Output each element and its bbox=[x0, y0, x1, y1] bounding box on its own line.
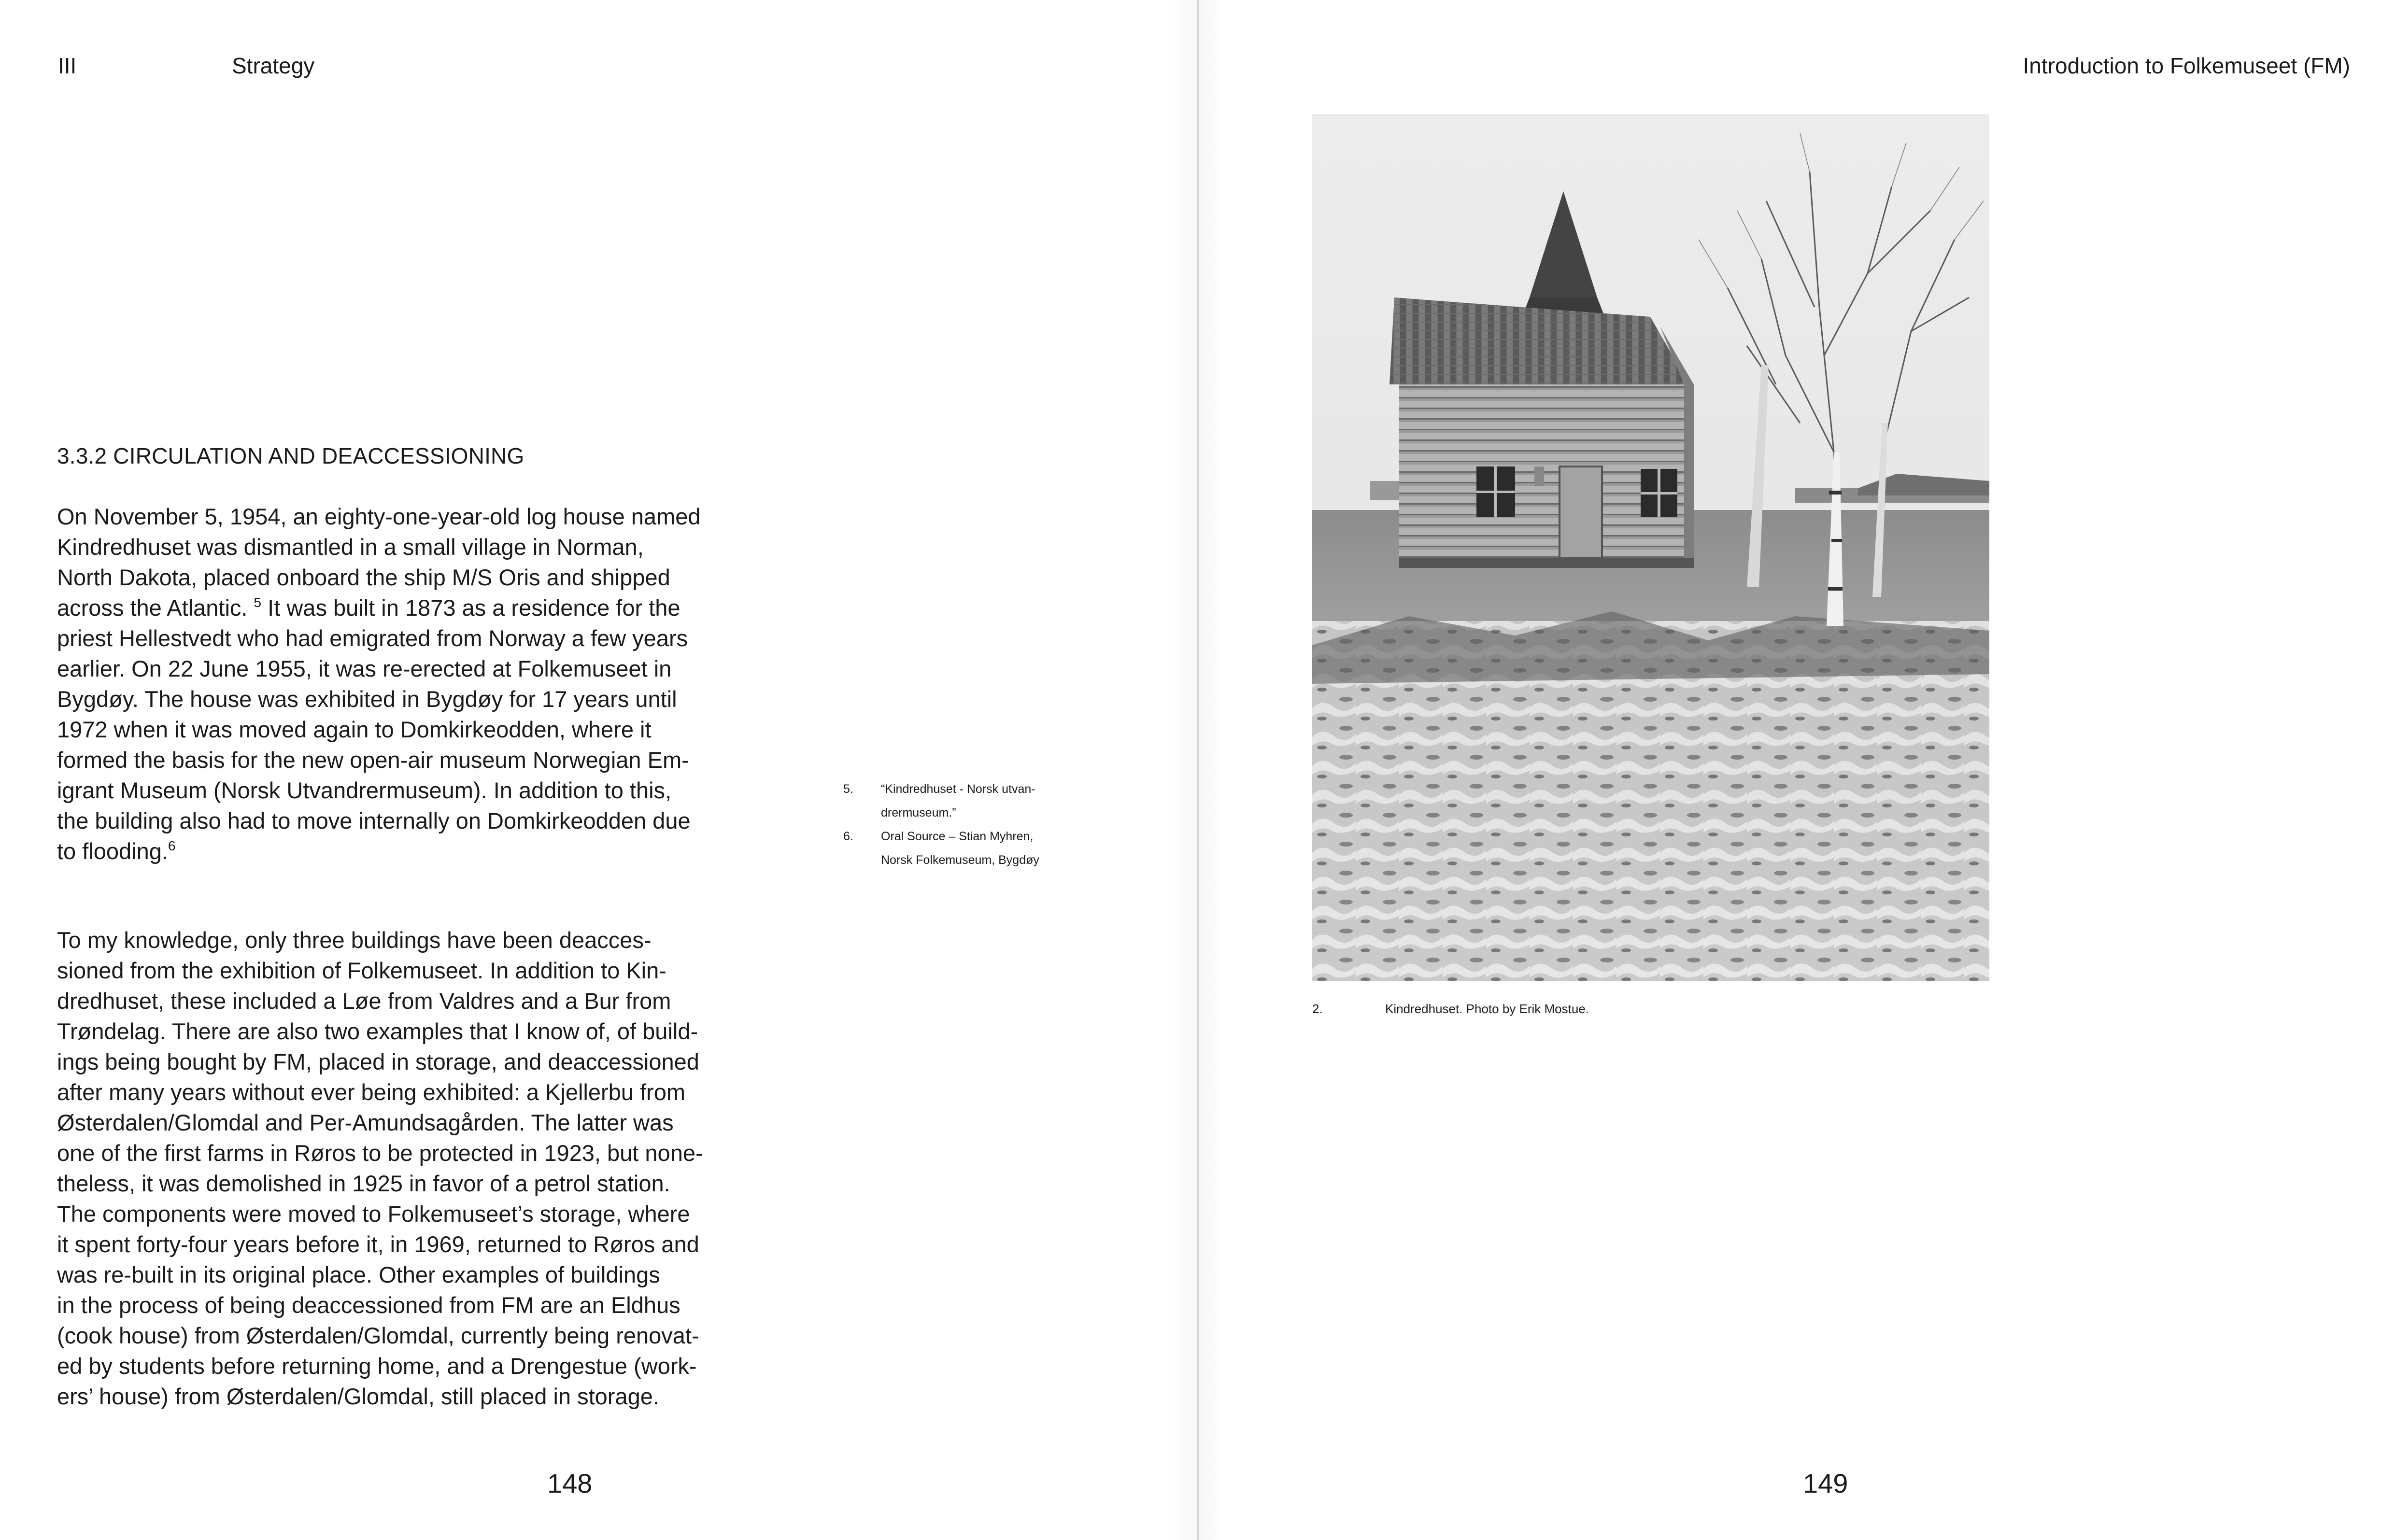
figure-caption: Kindredhuset. Photo by Erik Mostue. bbox=[1385, 1002, 1589, 1016]
running-head-chapter-title: Introduction to Folkemuseet (FM) bbox=[2023, 53, 2350, 78]
text-line bbox=[57, 593, 748, 623]
text-line: (cook house) from Østerdalen/Glomdal, currently being renovat- bbox=[57, 1323, 699, 1348]
body-paragraph-2 bbox=[57, 925, 748, 1412]
text-line: earlier. On 22 June 1955, it was re-erected at Folkemuseet in bbox=[57, 656, 672, 681]
footnote-text bbox=[881, 777, 1114, 825]
footnote-line: “Kindredhuset - Norsk utvan- bbox=[881, 782, 1035, 796]
text-line: On November 5, 1954, an eighty-one-year-old log house named bbox=[57, 504, 701, 529]
text-line: the building also had to move internally on Domkirkeodden due bbox=[57, 808, 691, 834]
footnote-ref-6[interactable]: 6 bbox=[168, 838, 176, 853]
text-line: Østerdalen/Glomdal and Per-Amundsagården. The latter was bbox=[57, 1110, 674, 1135]
text-line: North Dakota, placed onboard the ship M/S Oris and shipped bbox=[57, 565, 670, 590]
running-head-section-number: III bbox=[58, 53, 77, 78]
footnotes bbox=[843, 777, 1114, 872]
text-fragment: across the Atlantic. bbox=[57, 595, 248, 621]
footnote-ref-5[interactable]: 5 bbox=[254, 595, 262, 610]
text-fragment: It was built in 1873 as a residence for the bbox=[261, 595, 681, 621]
text-line: priest Hellestvedt who had emigrated from Norway a few years bbox=[57, 625, 688, 651]
page-number-right: 149 bbox=[1803, 1468, 1848, 1498]
text-line: was re-built in its original place. Other examples of buildings bbox=[57, 1262, 660, 1287]
text-line: formed the basis for the new open-air museum Norwegian Em- bbox=[57, 747, 689, 773]
figure-photo bbox=[1312, 114, 1989, 981]
text-line: in the process of being deaccessioned from FM are an Eldhus bbox=[57, 1292, 681, 1318]
footnote-number: 6. bbox=[843, 830, 853, 843]
text-line: ed by students before returning home, and a Drengestue (work- bbox=[57, 1353, 697, 1379]
text-line: ers’ house) from Østerdalen/Glomdal, still placed in storage. bbox=[57, 1384, 659, 1409]
footnote-number: 5. bbox=[843, 782, 853, 796]
figure-number: 2. bbox=[1312, 1002, 1323, 1016]
page-number-left: 148 bbox=[547, 1468, 593, 1498]
footnote-5 bbox=[843, 777, 1114, 825]
running-head-section-title: Strategy bbox=[232, 53, 315, 78]
text-line: 1972 when it was moved again to Domkirkeodden, where it bbox=[57, 717, 652, 742]
footnote-line: Norsk Folkemuseum, Bygdøy bbox=[881, 853, 1039, 867]
footnote-line: Oral Source – Stian Myhren, bbox=[881, 830, 1034, 843]
text-line: sioned from the exhibition of Folkemuseet. In addition to Kin- bbox=[57, 958, 666, 983]
photo-log-house-winter-icon bbox=[1312, 114, 1989, 981]
text-line: igrant Museum (Norsk Utvandrermuseum). In addition to this, bbox=[57, 777, 672, 803]
text-line: Trøndelag. There are also two examples that I know of, of build- bbox=[57, 1018, 698, 1044]
text-line: one of the first farms in Røros to be protected in 1923, but none- bbox=[57, 1140, 703, 1166]
text-line: The components were moved to Folkemuseet’s storage, where bbox=[57, 1201, 690, 1227]
footnote-text bbox=[881, 825, 1114, 872]
section-heading: 3.3.2 CIRCULATION AND DEACCESSIONING bbox=[57, 443, 525, 468]
text-line: To my knowledge, only three buildings have been deacces- bbox=[57, 927, 652, 953]
gutter-shadow-left bbox=[1169, 0, 1198, 1540]
footnote-6 bbox=[843, 825, 1114, 872]
text-line: ings being bought by FM, placed in storage, and deaccessioned bbox=[57, 1049, 699, 1074]
text-line: after many years without ever being exhibited: a Kjellerbu from bbox=[57, 1079, 685, 1105]
body-paragraph-1 bbox=[57, 501, 748, 866]
text-line: Bygdøy. The house was exhibited in Bygdøy for 17 years until bbox=[57, 686, 677, 712]
gutter-shadow-right bbox=[1199, 0, 1228, 1540]
text-line bbox=[57, 836, 748, 866]
footnote-line: drermuseum.” bbox=[881, 806, 956, 819]
text-line: theless, it was demolished in 1925 in favor of a petrol station. bbox=[57, 1171, 670, 1196]
text-line: dredhuset, these included a Løe from Valdres and a Bur from bbox=[57, 988, 671, 1014]
text-line: it spent forty-four years before it, in 1969, returned to Røros and bbox=[57, 1231, 699, 1257]
text-line: Kindredhuset was dismantled in a small village in Norman, bbox=[57, 534, 644, 560]
text-fragment: to flooding. bbox=[57, 838, 168, 864]
